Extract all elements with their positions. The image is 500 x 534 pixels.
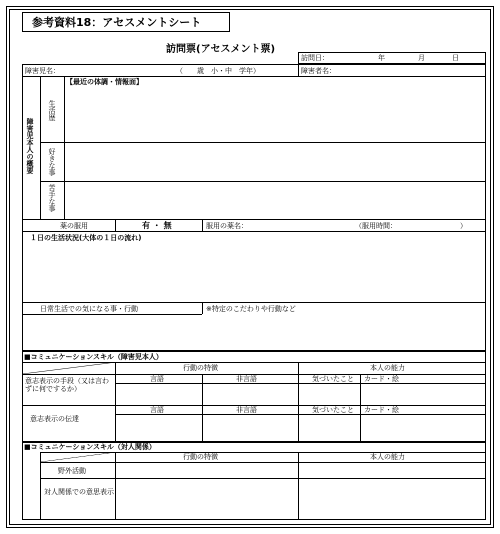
comm-skill-social-label: ■コミュニケーションスキル（対人関係） bbox=[24, 443, 156, 451]
life-history-label: 生活歴 bbox=[48, 100, 56, 121]
behavior-features-label-2: 行動の特徴 bbox=[183, 453, 218, 461]
profile-bottom bbox=[22, 219, 486, 220]
sub-header-1-bottom bbox=[115, 383, 486, 384]
special-habits-label: ※特定のこだわりや行動など bbox=[206, 305, 296, 313]
dislikes-label: 苦手な事 bbox=[48, 184, 56, 212]
medication-label: 薬の服用 bbox=[60, 222, 88, 230]
med-div-1 bbox=[115, 219, 116, 231]
visit-date-day: 日 bbox=[452, 54, 459, 62]
medication-time-close: ） bbox=[460, 222, 467, 230]
visit-date-label: 訪問日： bbox=[301, 54, 329, 62]
profile-col-1 bbox=[40, 76, 41, 219]
medication-bottom bbox=[22, 231, 486, 232]
expressive-label: 意志表示の手段（又は言わずに何でするか） bbox=[25, 377, 109, 394]
concerns-label-bottom bbox=[22, 314, 202, 315]
profile-side-label: 障害児本人の概要 bbox=[26, 118, 34, 174]
med-div-2 bbox=[202, 219, 203, 231]
comm-social-diagonal bbox=[40, 452, 117, 462]
concerns-divider bbox=[202, 302, 203, 314]
own-ability-label: 本人の能力 bbox=[370, 364, 405, 372]
nonverbal-label-1: 非言語 bbox=[236, 375, 257, 383]
form-title: 訪問票(アセスメント票) bbox=[166, 44, 276, 55]
card-label-1: カード・絵 bbox=[364, 375, 399, 383]
visit-date-year: 年 bbox=[378, 54, 385, 62]
receptive-label: 意志表示の伝達 bbox=[30, 415, 79, 423]
profile-col-2 bbox=[64, 76, 65, 219]
daily-life-label: １日の生活状況(大体の１日の流れ) bbox=[30, 234, 142, 242]
visit-date-month: 月 bbox=[418, 54, 425, 62]
behavior-features-label: 行動の特徴 bbox=[183, 364, 218, 372]
card-label-2: カード・絵 bbox=[364, 406, 399, 414]
outing-bottom bbox=[40, 478, 486, 479]
noticed-label-2: 気づいたこと bbox=[312, 406, 354, 414]
daily-life-bottom bbox=[22, 302, 486, 303]
recent-condition-label: 【最近の体調・情報面】 bbox=[66, 78, 143, 86]
concerns-label: 日常生活での気になる事・行動 bbox=[40, 305, 138, 313]
verbal-label-2: 言語 bbox=[150, 406, 164, 414]
comm-skill-self-label: ■コミュニケーションスキル（障害児本人） bbox=[24, 353, 163, 361]
life-history-bottom bbox=[40, 142, 486, 143]
child-name-label: 障害児名： bbox=[25, 67, 60, 75]
own-ability-label-2: 本人の能力 bbox=[370, 453, 405, 461]
medication-time-label: （服用時間： bbox=[355, 222, 397, 230]
medication-name-label: 服用の薬名： bbox=[206, 222, 248, 230]
title-box-text: 参考資料18：アセスメントシート bbox=[32, 16, 202, 29]
age-grade: （ 歳 小・中 学年） bbox=[176, 67, 260, 75]
interpersonal-label: 対人関係での意思表示 bbox=[44, 488, 114, 496]
comm-social-header-bottom bbox=[40, 462, 486, 463]
nonverbal-label-2: 非言語 bbox=[236, 406, 257, 414]
concerns-bottom bbox=[22, 350, 486, 352]
name-row-divider bbox=[298, 64, 299, 76]
likes-bottom bbox=[40, 181, 486, 182]
sub-header-2-bottom bbox=[115, 414, 486, 415]
guardian-name-label: 障害者名： bbox=[301, 67, 336, 75]
noticed-label-1: 気づいたこと bbox=[312, 375, 354, 383]
medication-choice: 有 ・ 無 bbox=[142, 221, 172, 230]
likes-label: 好きな事 bbox=[48, 148, 56, 176]
outing-label: 野外活動 bbox=[58, 467, 86, 475]
comm-self-col-4a bbox=[360, 374, 361, 442]
comm-self-diagonal bbox=[22, 362, 117, 374]
name-row-bottom bbox=[22, 76, 486, 77]
verbal-label-1: 言語 bbox=[150, 375, 164, 383]
comm-self-col-2a bbox=[202, 374, 203, 442]
